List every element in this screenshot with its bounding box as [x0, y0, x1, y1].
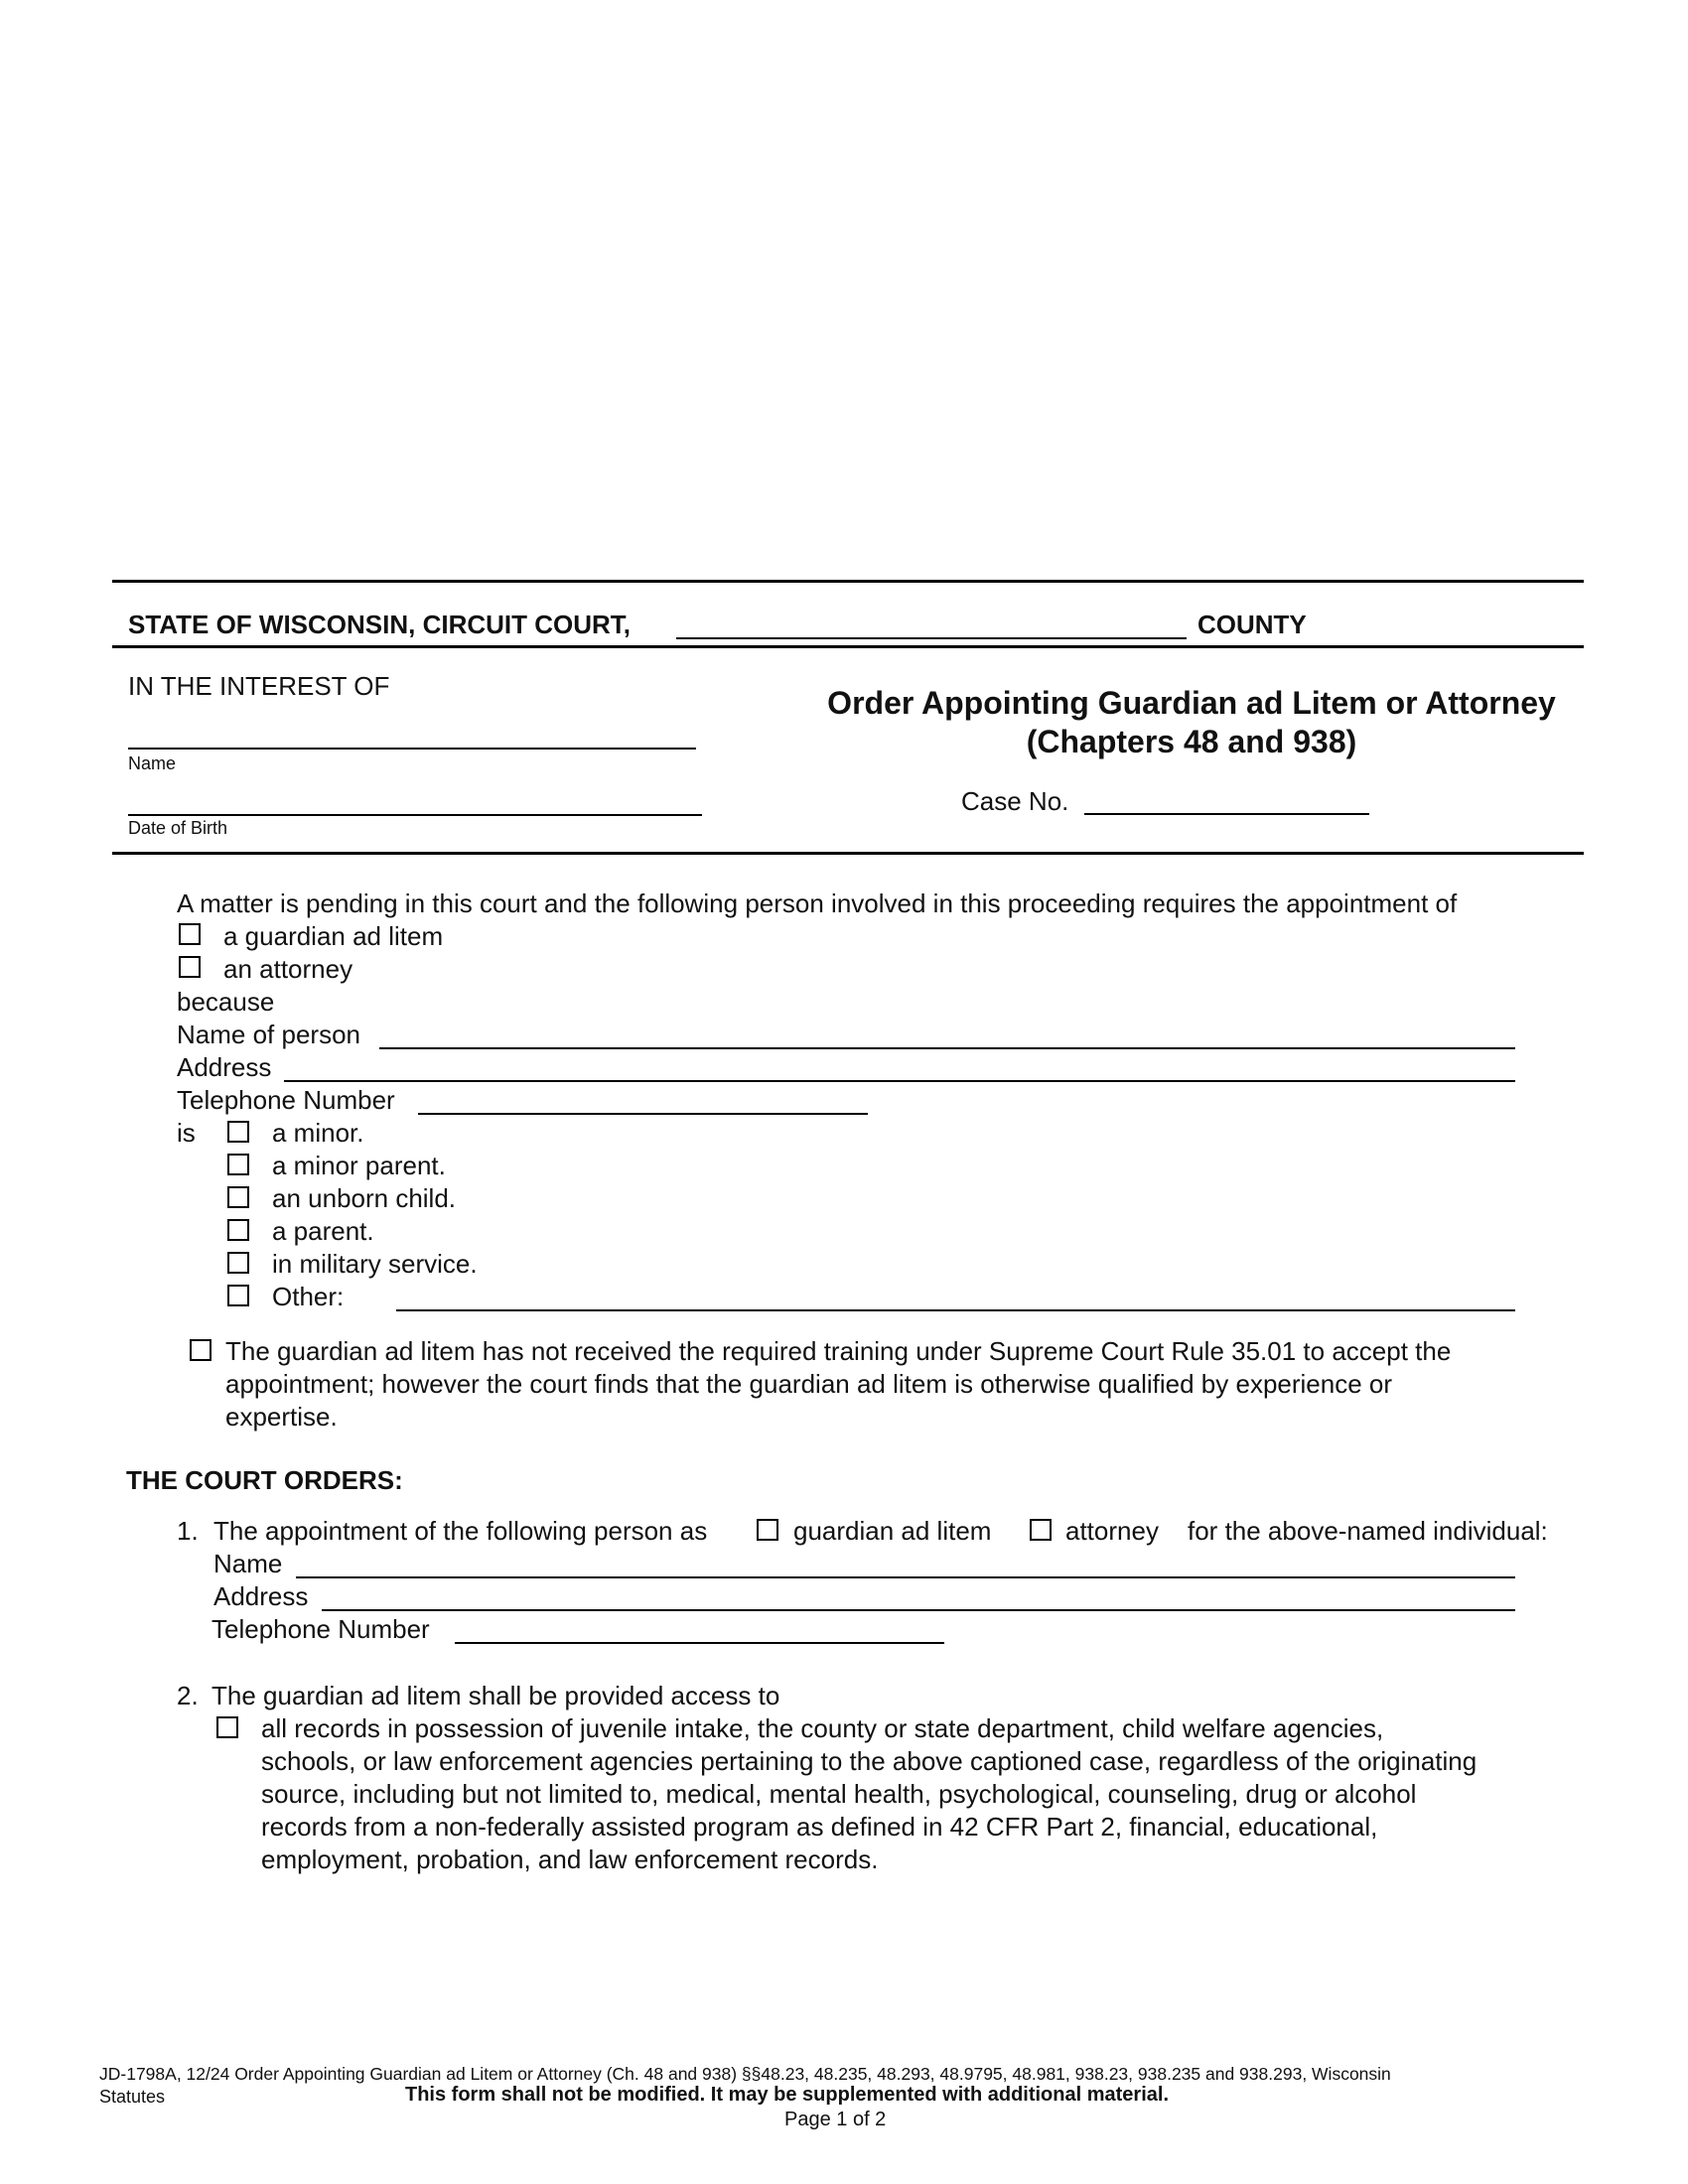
dob-label: Date of Birth [128, 818, 228, 838]
order-gal-checkbox[interactable] [757, 1519, 778, 1541]
item2-number: 2. [177, 1681, 199, 1710]
item1-number: 1. [177, 1516, 199, 1546]
dob-field[interactable] [128, 814, 702, 816]
other-field[interactable] [396, 1309, 1515, 1311]
person-address-field[interactable] [284, 1080, 1515, 1082]
pending-text: A matter is pending in this court and the following person involved in this proceeding requires the appointment of [177, 888, 1458, 918]
records-line-3: source, including but not limited to, medical, mental health, psychological, counseling, drug or alcohol [261, 1779, 1417, 1809]
order-attorney-label: attorney [1065, 1516, 1159, 1546]
court-label: STATE OF WISCONSIN, CIRCUIT COURT, [128, 610, 632, 639]
footer-form-info-cont: Statutes [99, 2087, 166, 2107]
caption-rule [112, 852, 1584, 855]
training-checkbox[interactable] [190, 1339, 211, 1361]
county-label: COUNTY [1197, 610, 1307, 639]
appointee-telephone-label: Telephone Number [211, 1614, 430, 1644]
name-label: Name [128, 753, 177, 773]
footer-notice: This form shall not be modified. It may be supplemented with additional material. [405, 2084, 1169, 2106]
gal-checkbox[interactable] [179, 923, 201, 945]
person-address-label: Address [177, 1052, 272, 1082]
form-subtitle: (Chapters 48 and 938) [1026, 724, 1357, 759]
is-label: is [177, 1118, 196, 1148]
child-name-field[interactable] [128, 748, 696, 750]
unborn-child-label: an unborn child. [272, 1183, 457, 1213]
top-rule [112, 580, 1584, 583]
county-name-field[interactable] [676, 637, 1187, 639]
person-name-field[interactable] [379, 1047, 1515, 1049]
gal-option-label: a guardian ad litem [223, 921, 444, 951]
orders-heading: THE COURT ORDERS: [126, 1465, 403, 1495]
unborn-child-checkbox[interactable] [227, 1186, 249, 1208]
minor-label: a minor. [272, 1118, 364, 1148]
appointee-address-field[interactable] [322, 1609, 1515, 1611]
person-telephone-field[interactable] [418, 1113, 868, 1115]
case-no-label: Case No. [961, 786, 1069, 816]
other-checkbox[interactable] [227, 1285, 249, 1306]
records-access-checkbox[interactable] [216, 1716, 238, 1738]
military-checkbox[interactable] [227, 1252, 249, 1274]
appointee-name-field[interactable] [296, 1576, 1515, 1578]
military-label: in military service. [272, 1249, 478, 1279]
records-line-4: records from a non-federally assisted program as defined in 42 CFR Part 2, financial, educational, [261, 1812, 1378, 1842]
other-label: Other: [272, 1282, 345, 1311]
training-line-1: The guardian ad litem has not received the required training under Supreme Court Rule 35.01 to accept the [225, 1336, 1452, 1366]
footer-page-number: Page 1 of 2 [784, 2109, 887, 2130]
person-telephone-label: Telephone Number [177, 1085, 395, 1115]
records-line-5: employment, probation, and law enforcement records. [261, 1844, 879, 1874]
form-title: Order Appointing Guardian ad Litem or Attorney [827, 685, 1556, 721]
item1-text: The appointment of the following person as [213, 1516, 708, 1546]
case-no-field[interactable] [1084, 813, 1369, 815]
person-name-label: Name of person [177, 1020, 360, 1049]
interest-label: IN THE INTEREST OF [128, 671, 390, 701]
minor-parent-checkbox[interactable] [227, 1154, 249, 1175]
appointee-name-label: Name [213, 1549, 283, 1578]
item1-suffix: for the above-named individual: [1188, 1516, 1548, 1546]
parent-label: a parent. [272, 1216, 374, 1246]
records-line-2: schools, or law enforcement agencies pertaining to the above captioned case, regardless of the originating [261, 1746, 1477, 1776]
minor-parent-label: a minor parent. [272, 1151, 446, 1180]
because-label: because [177, 987, 275, 1017]
minor-checkbox[interactable] [227, 1121, 249, 1143]
order-attorney-checkbox[interactable] [1030, 1519, 1052, 1541]
appointee-address-label: Address [213, 1581, 309, 1611]
attorney-option-label: an attorney [223, 954, 353, 984]
records-line-1: all records in possession of juvenile intake, the county or state department, child welfare agencies, [261, 1713, 1384, 1743]
header-rule [112, 645, 1584, 648]
training-line-3: expertise. [225, 1402, 338, 1432]
item2-text: The guardian ad litem shall be provided access to [211, 1681, 780, 1710]
appointee-telephone-field[interactable] [455, 1642, 944, 1644]
order-gal-label: guardian ad litem [793, 1516, 992, 1546]
parent-checkbox[interactable] [227, 1219, 249, 1241]
attorney-checkbox[interactable] [179, 956, 201, 978]
training-line-2: appointment; however the court finds that the guardian ad litem is otherwise qualified by experience or [225, 1369, 1393, 1399]
footer-form-info: JD-1798A, 12/24 Order Appointing Guardian ad Litem or Attorney (Ch. 48 and 938) §§48.23, 48.235, 48.293, 48.9795, 48.981, 938.23, 938.235 and 938.293, Wisconsin [99, 2064, 1391, 2084]
